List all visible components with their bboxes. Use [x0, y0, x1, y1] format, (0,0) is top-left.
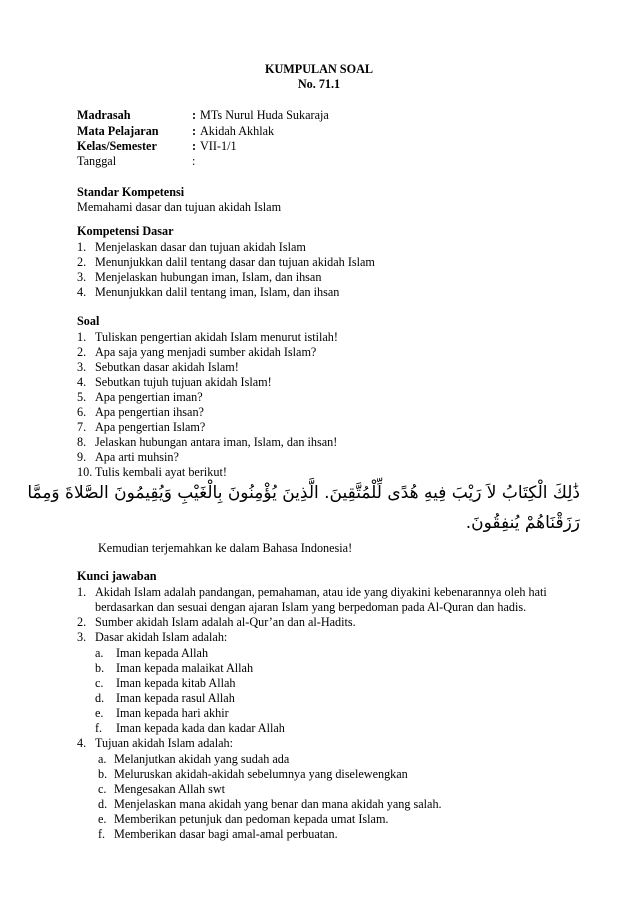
sublist-item: Mengesakan Allah swt	[114, 782, 226, 796]
sublist-letter: c.	[95, 676, 104, 690]
sublist-item: Menjelaskan mana akidah yang benar dan mana akidah yang salah.	[114, 797, 442, 811]
info-value: VII-1/1	[200, 139, 237, 153]
list-item: Tulis kembali ayat berikut!	[95, 465, 227, 479]
sublist-item: Iman kepada kada dan kadar Allah	[116, 721, 285, 735]
list-item: Sebutkan tujuh tujuan akidah Islam!	[95, 375, 272, 389]
info-value: Akidah Akhlak	[200, 124, 275, 138]
list-number: 4.	[77, 736, 87, 750]
list-item: Menunjukkan dalil tentang dasar dan tujuan akidah Islam	[95, 255, 375, 269]
list-item: Menjelaskan dasar dan tujuan akidah Islam	[95, 240, 306, 254]
document-number: No. 71.1	[297, 77, 341, 91]
section-heading: Soal	[77, 314, 100, 328]
list-number: 2.	[77, 255, 87, 269]
sublist-letter: d.	[98, 797, 108, 811]
list-number: 2.	[77, 345, 87, 359]
list-item: Tuliskan pengertian akidah Islam menurut istilah!	[95, 330, 338, 344]
list-number: 4.	[77, 285, 87, 299]
sublist-letter: e.	[95, 706, 104, 720]
sublist-item: Memberikan petunjuk dan pedoman kepada umat Islam.	[114, 812, 389, 826]
info-value: MTs Nurul Huda Sukaraja	[200, 108, 329, 122]
list-item: Apa pengertian Islam?	[95, 420, 206, 434]
list-number: 9.	[77, 450, 87, 464]
sublist-letter: a.	[95, 646, 104, 660]
answer-text: Sumber akidah Islam adalah al-Qur’an dan al-Hadits.	[95, 615, 356, 629]
sublist-item: Iman kepada hari akhir	[116, 706, 229, 720]
info-label: Madrasah	[77, 108, 131, 122]
info-label: Mata Pelajaran	[77, 124, 159, 138]
sublist-letter: f.	[98, 827, 106, 841]
sublist-letter: b.	[95, 661, 105, 675]
answer-text: Akidah Islam adalah pandangan, pemahaman, atau ide yang diyakini kebenarannya oleh hati	[95, 585, 547, 599]
sublist-item: Meluruskan akidah-akidah sebelumnya yang diselewengkan	[114, 767, 408, 781]
info-label: Kelas/Semester	[77, 139, 157, 153]
section-heading: Kunci jawaban	[77, 569, 157, 583]
arabic-verse-line-2: رَزَقْنَاهُمْ يُنفِقُونَ.	[465, 513, 580, 533]
sublist-letter: e.	[98, 812, 107, 826]
answer-text: Tujuan akidah Islam adalah:	[95, 736, 233, 750]
list-number: 3.	[77, 630, 87, 644]
list-number: 1.	[77, 240, 87, 254]
section-heading: Kompetensi Dasar	[77, 224, 174, 238]
list-number: 1.	[77, 330, 87, 344]
list-number: 6.	[77, 405, 87, 419]
answer-text: berdasarkan dan sesuai dengan ajaran Islam yang berpedoman pada Al-Quran dan hadis.	[95, 600, 527, 614]
list-number: 3.	[77, 270, 87, 284]
list-number: 8.	[77, 435, 87, 449]
info-separator: :	[192, 108, 197, 122]
list-number: 10.	[77, 465, 93, 479]
list-number: 4.	[77, 375, 87, 389]
sublist-letter: a.	[98, 752, 107, 766]
list-number: 5.	[77, 390, 87, 404]
sublist-item: Memberikan dasar bagi amal-amal perbuatan.	[114, 827, 338, 841]
sublist-letter: f.	[95, 721, 103, 735]
sublist-item: Iman kepada rasul Allah	[116, 691, 235, 705]
list-item: Menjelaskan hubungan iman, Islam, dan ihsan	[95, 270, 322, 284]
list-item: Apa pengertian iman?	[95, 390, 203, 404]
list-item: Apa arti muhsin?	[95, 450, 179, 464]
list-number: 7.	[77, 420, 87, 434]
list-item: Sebutkan dasar akidah Islam!	[95, 360, 239, 374]
list-item: Jelaskan hubungan antara iman, Islam, dan ihsan!	[95, 435, 338, 449]
sublist-item: Iman kepada malaikat Allah	[116, 661, 254, 675]
answer-text: Dasar akidah Islam adalah:	[95, 630, 228, 644]
sublist-item: Melanjutkan akidah yang sudah ada	[114, 752, 290, 766]
info-label: Tanggal	[77, 154, 117, 168]
list-item: Apa pengertian ihsan?	[95, 405, 204, 419]
info-separator: :	[192, 124, 197, 138]
sublist-letter: b.	[98, 767, 108, 781]
sublist-item: Iman kepada kitab Allah	[116, 676, 236, 690]
section-text: Memahami dasar dan tujuan akidah Islam	[77, 200, 282, 214]
sublist-letter: c.	[98, 782, 107, 796]
info-separator: :	[192, 139, 197, 153]
document-title: KUMPULAN SOAL	[265, 62, 373, 76]
sublist-letter: d.	[95, 691, 105, 705]
list-number: 1.	[77, 585, 87, 599]
info-separator: :	[192, 154, 196, 168]
instruction-text: Kemudian terjemahkan ke dalam Bahasa Indonesia!	[98, 541, 353, 555]
list-item: Apa saja yang menjadi sumber akidah Islam?	[95, 345, 317, 359]
list-number: 2.	[77, 615, 87, 629]
sublist-item: Iman kepada Allah	[116, 646, 209, 660]
list-item: Menunjukkan dalil tentang iman, Islam, dan ihsan	[95, 285, 340, 299]
section-heading: Standar Kompetensi	[77, 185, 185, 199]
arabic-verse-line-1: ذَٰلِكَ الْكِتَابُ لاَ رَيْبَ فِيهِ هُدًى لِّلْمُتَّقِينَ. الَّذِينَ يُؤْمِنُونَ بِالْغَيْبِ وَيُقِيمُونَ الصَّلاةَ وَمِمَّا	[27, 483, 580, 503]
list-number: 3.	[77, 360, 87, 374]
